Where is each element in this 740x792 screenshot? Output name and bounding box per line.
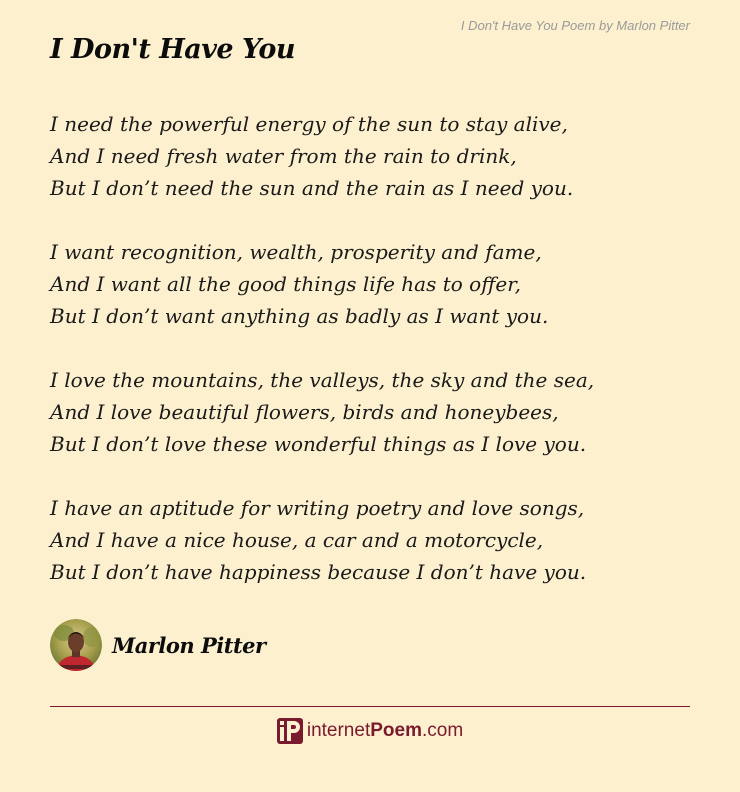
poem-line: But I don’t need the sun and the rain as I need you. [50, 176, 574, 200]
poem-line: But I don’t love these wonderful things as I love you. [50, 432, 587, 456]
brand-suffix: .com [421, 720, 464, 741]
author-block[interactable] [50, 619, 266, 671]
poem-line: But I don’t have happiness because I don’t have you. [50, 560, 587, 584]
footer-divider [50, 706, 690, 707]
author-name[interactable]: Marlon Pitter [112, 632, 266, 658]
brand-prefix: internet [306, 720, 371, 741]
stanza-1 [50, 108, 700, 204]
stanza-3 [50, 364, 700, 460]
footer-brand-text[interactable] [307, 720, 463, 742]
header-caption: I Don't Have You Poem by Marlon Pitter [460, 18, 690, 33]
poem-line: And I love beautiful flowers, birds and honeybees, [50, 400, 559, 424]
poem-line: I love the mountains, the valleys, the sky and the sea, [50, 368, 595, 392]
poem-body [50, 108, 700, 620]
poem-line: I need the powerful energy of the sun to stay alive, [50, 112, 568, 136]
poem-line: And I need fresh water from the rain to drink, [50, 144, 517, 168]
brand-bold: Poem [370, 720, 422, 741]
poem-line: But I don’t want anything as badly as I want you. [50, 304, 549, 328]
avatar-photo-icon [50, 619, 102, 671]
internetpoem-logo-icon [277, 718, 303, 744]
stanza-4 [50, 492, 700, 588]
author-avatar[interactable] [50, 619, 102, 671]
poem-line: I have an aptitude for writing poetry and love songs, [50, 496, 585, 520]
footer-brand[interactable] [0, 718, 740, 744]
stanza-2 [50, 236, 700, 332]
poem-line: I want recognition, wealth, prosperity and fame, [50, 240, 542, 264]
poem-title: I Don't Have You [50, 34, 296, 65]
poem-line: And I have a nice house, a car and a motorcycle, [50, 528, 544, 552]
poem-line: And I want all the good things life has to offer, [50, 272, 521, 296]
